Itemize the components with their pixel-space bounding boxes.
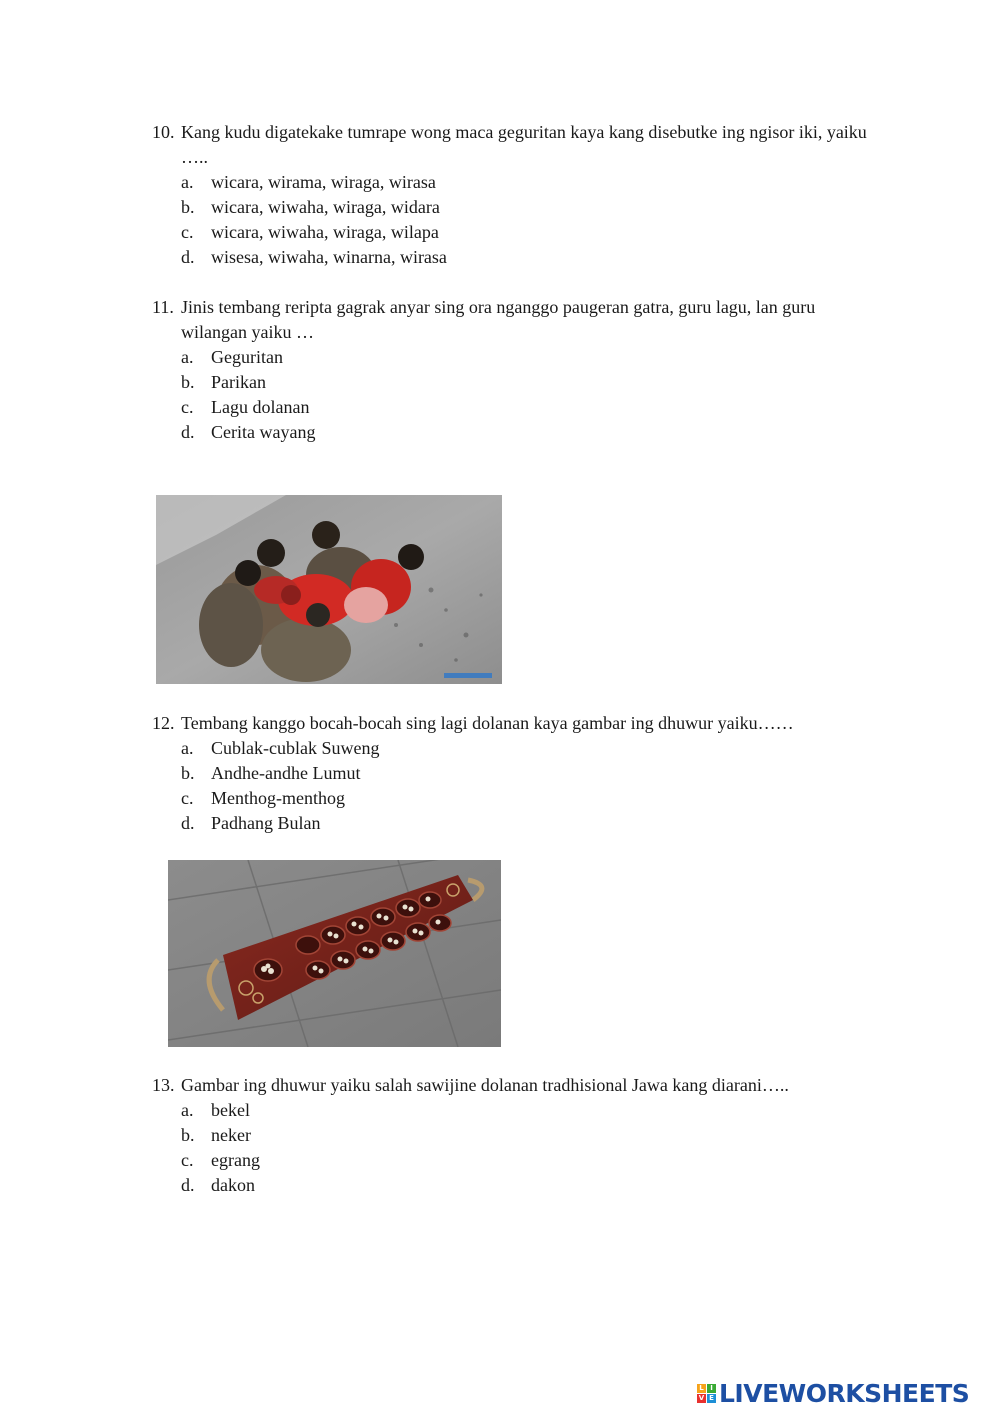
question-number: 11. — [152, 297, 174, 317]
question-stem: Gambar ing dhuwur yaiku salah sawijine dolanan tradhisional Jawa kang diarani….. — [181, 1075, 789, 1095]
question-stem: Tembang kanggo bocah-bocah sing lagi dolanan kaya gambar ing dhuwur yaiku…… — [181, 713, 794, 733]
option-text: dakon — [211, 1175, 255, 1195]
option-text: Geguritan — [211, 347, 283, 367]
option-text: Cerita wayang — [211, 422, 316, 442]
option-text: wicara, wirama, wiraga, wirasa — [211, 172, 436, 192]
question-10 — [152, 120, 882, 270]
option-letter: d. — [181, 813, 195, 833]
question-11 — [152, 295, 882, 445]
option-letter: c. — [181, 1150, 194, 1170]
option-text: wisesa, wiwaha, winarna, wirasa — [211, 247, 447, 267]
question-stem: Kang kudu digatekake tumrape wong maca geguritan kaya kang disebutke ing ngisor iki, yaiku ….. — [181, 122, 867, 167]
logo-tile: V — [698, 1394, 705, 1402]
option-letter: a. — [181, 1100, 194, 1120]
options-list — [152, 1098, 882, 1198]
children-playing-photo — [156, 495, 502, 684]
option-text: egrang — [211, 1150, 260, 1170]
option-text: neker — [211, 1125, 251, 1145]
option-letter: c. — [181, 397, 194, 417]
option-a[interactable] — [152, 1098, 882, 1123]
option-c[interactable] — [152, 220, 882, 245]
option-text: Menthog-menthog — [211, 788, 345, 808]
options-list — [152, 736, 882, 836]
logo-tile: E — [707, 1394, 716, 1403]
logo-text: LIVEWORKSHEETS — [719, 1379, 970, 1408]
option-d[interactable] — [152, 811, 882, 836]
question-number: 12. — [152, 713, 175, 733]
option-text: Lagu dolanan — [211, 397, 310, 417]
options-list — [152, 345, 882, 445]
dakon-board-illustration — [168, 860, 501, 1047]
option-c[interactable] — [152, 786, 882, 811]
question-number: 10. — [152, 122, 175, 142]
option-letter: c. — [181, 788, 194, 808]
option-letter: a. — [181, 347, 194, 367]
option-text: bekel — [211, 1100, 250, 1120]
option-a[interactable] — [152, 345, 882, 370]
option-text: Andhe-andhe Lumut — [211, 763, 361, 783]
option-c[interactable] — [152, 1148, 882, 1173]
options-list — [152, 170, 882, 270]
option-d[interactable] — [152, 245, 882, 270]
option-letter: b. — [181, 372, 195, 392]
option-d[interactable] — [152, 1173, 882, 1198]
option-letter: b. — [181, 197, 195, 217]
option-letter: d. — [181, 247, 195, 267]
logo-grid-icon — [697, 1384, 716, 1403]
option-text: Parikan — [211, 372, 266, 392]
option-b[interactable] — [152, 761, 882, 786]
option-letter: b. — [181, 763, 195, 783]
option-text: Cublak-cublak Suweng — [211, 738, 380, 758]
option-a[interactable] — [152, 170, 882, 195]
option-b[interactable] — [152, 1123, 882, 1148]
option-letter: a. — [181, 738, 194, 758]
option-letter: d. — [181, 422, 195, 442]
option-b[interactable] — [152, 195, 882, 220]
option-text: wicara, wiwaha, wiraga, wilapa — [211, 222, 439, 242]
logo-tile: L — [697, 1384, 706, 1393]
option-letter: b. — [181, 1125, 195, 1145]
option-letter: a. — [181, 172, 194, 192]
option-text: Padhang Bulan — [211, 813, 321, 833]
option-a[interactable] — [152, 736, 882, 761]
question-number: 13. — [152, 1075, 175, 1095]
liveworksheets-logo[interactable] — [697, 1379, 969, 1408]
option-d[interactable] — [152, 420, 882, 445]
option-text: wicara, wiwaha, wiraga, widara — [211, 197, 440, 217]
question-12 — [152, 711, 882, 836]
option-b[interactable] — [152, 370, 882, 395]
option-c[interactable] — [152, 395, 882, 420]
option-letter: c. — [181, 222, 194, 242]
option-letter: d. — [181, 1175, 195, 1195]
children-playing-illustration — [156, 495, 502, 684]
question-13 — [152, 1073, 882, 1198]
question-stem: Jinis tembang reripta gagrak anyar sing ora nganggo paugeran gatra, guru lagu, lan guru wilangan yaiku … — [181, 297, 816, 342]
logo-tile: I — [707, 1384, 716, 1393]
dakon-board-photo — [168, 860, 501, 1047]
